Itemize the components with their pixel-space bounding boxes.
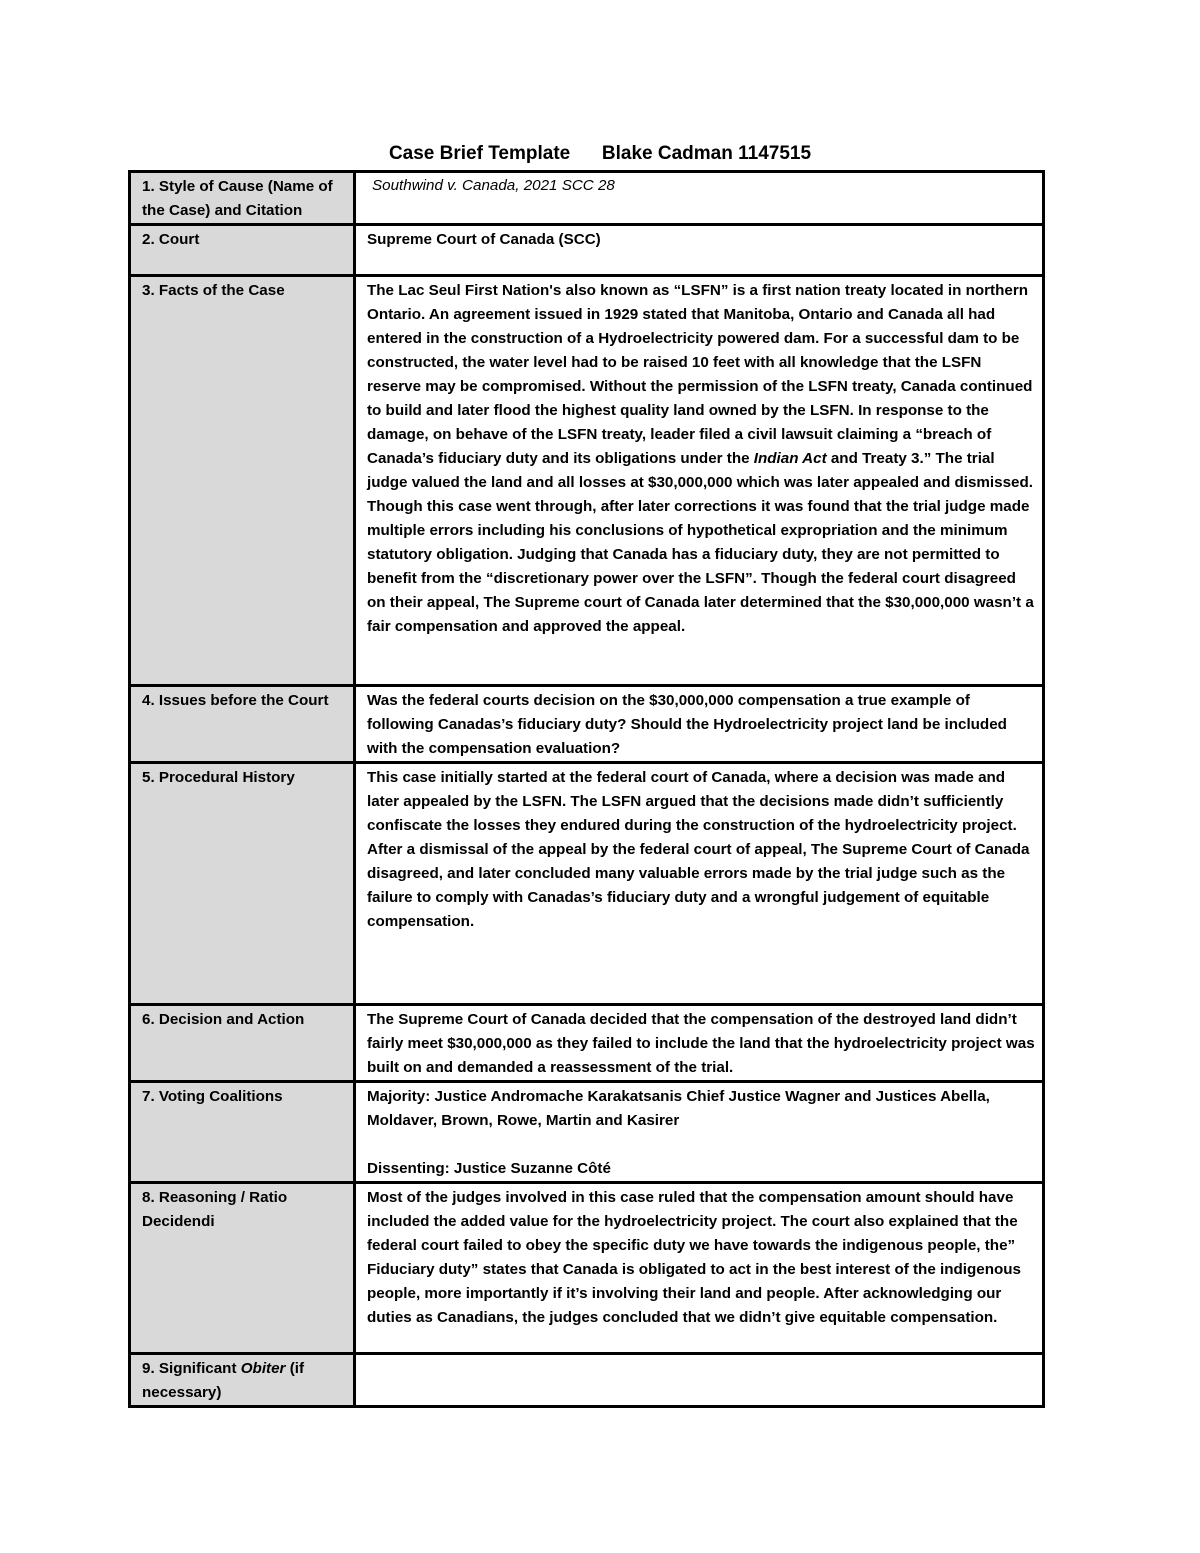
row-facts <box>130 276 1044 686</box>
majority-text: Majority: Justice Andromache Karakatsanis Chief Justice Wagner and Justices Abella, Moldaver, Brown, Rowe, Martin and Kasirer <box>367 1088 990 1129</box>
row-reasoning <box>130 1183 1044 1354</box>
label-decision: 6. Decision and Action <box>130 1005 355 1082</box>
value-citation <box>355 172 1044 225</box>
label-obiter <box>130 1354 355 1407</box>
author-name-id: Blake Cadman 1147515 <box>601 143 812 164</box>
citation-text: Southwind v. Canada, 2021 SCC 28 <box>372 177 615 194</box>
value-obiter <box>355 1354 1044 1407</box>
label-court: 2. Court <box>130 225 355 276</box>
row-procedural-history <box>130 763 1044 1005</box>
value-voting-coalitions <box>355 1082 1044 1183</box>
value-reasoning: Most of the judges involved in this case ruled that the compensation amount should have included the added value for the hydroelectricity project. The court also explained that the federal court failed to obey the specific duty we have towards the indigenous people, the” Fiduciary duty” states that Canada is obligated to act in the best interest of the indigenous people, more importantly if it’s involving their land and people. After acknowledging our duties as Canadians, the judges concluded that we didn’t give equitable compensation. <box>355 1183 1044 1354</box>
dissent-text: Dissenting: Justice Suzanne Côté <box>367 1160 611 1177</box>
label-voting-coalitions: 7. Voting Coalitions <box>130 1082 355 1183</box>
row-style-of-cause <box>130 172 1044 225</box>
obiter-label-part1: 9. Significant <box>142 1360 241 1377</box>
label-facts: 3. Facts of the Case <box>130 276 355 686</box>
row-court <box>130 225 1044 276</box>
obiter-label-part2: (if necessary) <box>142 1360 305 1401</box>
facts-text-part2: and Treaty 3.” The trial judge valued the land and all losses at $30,000,000 which was later appealed and dismissed. Though this case went through, after later corrections it was found that the trial judge made multiple errors including his conclusions of hypothetical expropriation and the minimum statutory obligation. Judging that Canada has a fiduciary duty, they are not permitted to benefit from the “discretionary power over the LSFN”. Though the federal court disagreed on their appeal, The Supreme court of Canada later determined that the $30,000,000 wasn’t a fair compensation and approved the appeal. <box>367 450 1034 635</box>
label-reasoning: 8. Reasoning / Ratio Decidendi <box>130 1183 355 1354</box>
value-facts <box>355 276 1044 686</box>
label-issues: 4. Issues before the Court <box>130 686 355 763</box>
document-title: Case Brief Template <box>388 143 571 164</box>
facts-text-part1: The Lac Seul First Nation's also known as “LSFN” is a first nation treaty located in northern Ontario. An agreement issued in 1929 stated that Manitoba, Ontario and Canada all had entered in the construction of a Hydroelectricity powered dam. For a successful dam to be constructed, the water level had to be raised 10 feet with all knowledge that the LSFN reserve may be compromised. Without the permission of the LSFN treaty, Canada continued to build and later flood the highest quality land owned by the LSFN. In response to the damage, on behave of the LSFN treaty, leader filed a civil lawsuit claiming a “breach of Canada’s fiduciary duty and its obligations under the <box>367 282 1033 467</box>
case-brief-table <box>128 170 1045 1408</box>
row-obiter <box>130 1354 1044 1407</box>
value-court: Supreme Court of Canada (SCC) <box>355 225 1044 276</box>
row-issues <box>130 686 1044 763</box>
row-decision <box>130 1005 1044 1082</box>
value-decision: The Supreme Court of Canada decided that the compensation of the destroyed land didn’t fairly meet $30,000,000 as they failed to include the land that the hydroelectricity project was built on and demanded a reassessment of the trial. <box>355 1005 1044 1082</box>
facts-italic-indian-act: Indian Act <box>753 450 827 467</box>
label-style-of-cause: 1. Style of Cause (Name of the Case) and Citation <box>130 172 355 225</box>
value-procedural-history: This case initially started at the federal court of Canada, where a decision was made and later appealed by the LSFN. The LSFN argued that the decisions made didn’t sufficiently confiscate the losses they endured during the construction of the hydroelectricity project. After a dismissal of the appeal by the federal court of appeal, The Supreme Court of Canada disagreed, and later concluded many valuable errors made by the trial judge such as the failure to comply with Canadas’s fiduciary duty and a wrongful judgement of equitable compensation. <box>355 763 1044 1005</box>
page-title <box>0 143 1200 165</box>
obiter-label-italic: Obiter <box>240 1360 286 1377</box>
label-procedural-history: 5. Procedural History <box>130 763 355 1005</box>
value-issues: Was the federal courts decision on the $30,000,000 compensation a true example of following Canadas’s fiduciary duty? Should the Hydroelectricity project land be included with the compensation evaluation? <box>355 686 1044 763</box>
row-voting-coalitions <box>130 1082 1044 1183</box>
